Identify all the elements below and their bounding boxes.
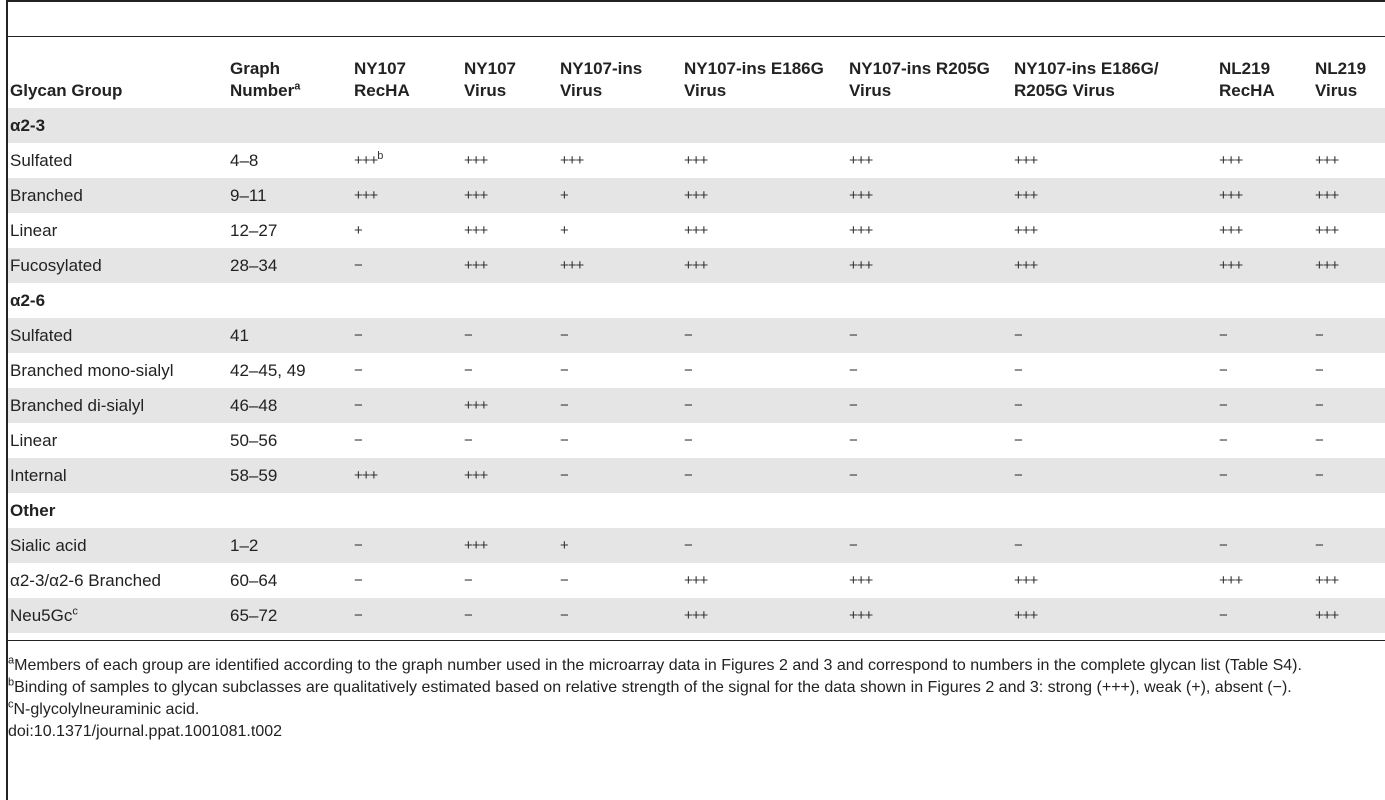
binding-value: − [354, 432, 362, 449]
binding-cell [352, 598, 462, 633]
binding-value: − [1014, 327, 1022, 344]
table-body [8, 108, 1385, 633]
binding-cell [1012, 248, 1217, 283]
glycan-name: Neu5Gc [10, 606, 73, 625]
binding-value: +++ [464, 397, 488, 414]
column-header-label: NY107-ins Virus [560, 59, 643, 100]
binding-cell [462, 213, 558, 248]
table-row [8, 213, 1385, 248]
glycan-name: Linear [10, 221, 58, 240]
table-row [8, 388, 1385, 423]
column-header [682, 46, 847, 108]
binding-value: − [354, 572, 362, 589]
column-header [1012, 46, 1217, 108]
binding-cell [847, 213, 1012, 248]
binding-cell [462, 353, 558, 388]
binding-value: − [849, 327, 857, 344]
binding-value: − [560, 327, 568, 344]
binding-cell [352, 143, 462, 178]
header-top-rule [8, 36, 1385, 37]
binding-cell [352, 353, 462, 388]
binding-value: +++ [1219, 572, 1243, 589]
binding-value: − [464, 327, 472, 344]
glycan-name-cell [8, 598, 228, 633]
binding-value: − [354, 397, 362, 414]
binding-cell [1313, 178, 1385, 213]
binding-value: +++ [684, 257, 708, 274]
column-header-label: NY107-ins E186G Virus [684, 59, 824, 100]
binding-cell [1012, 143, 1217, 178]
binding-value: +++ [1014, 187, 1038, 204]
binding-cell [682, 528, 847, 563]
binding-value: − [354, 257, 362, 274]
binding-cell [1012, 458, 1217, 493]
binding-cell [558, 143, 682, 178]
glycan-name-cell [8, 458, 228, 493]
binding-cell [352, 213, 462, 248]
binding-cell [1012, 353, 1217, 388]
binding-value: +++ [849, 572, 873, 589]
binding-value: +++ [849, 222, 873, 239]
binding-value: +++ [464, 152, 488, 169]
binding-value: − [464, 362, 472, 379]
binding-value: − [1219, 432, 1227, 449]
glycan-name-cell [8, 388, 228, 423]
binding-value: +++ [1219, 187, 1243, 204]
table-row [8, 143, 1385, 178]
binding-cell [682, 318, 847, 353]
binding-cell [682, 143, 847, 178]
table-bottom-rule [8, 640, 1385, 641]
binding-value: − [560, 607, 568, 624]
graph-number-cell: 41 [228, 318, 352, 353]
binding-value: − [1315, 467, 1323, 484]
binding-value: − [1219, 467, 1227, 484]
binding-value: − [560, 572, 568, 589]
binding-cell [682, 248, 847, 283]
binding-value: − [1014, 362, 1022, 379]
binding-value: +++ [354, 467, 378, 484]
binding-value: +++ [849, 607, 873, 624]
binding-value: − [684, 467, 692, 484]
glycan-name-cell [8, 178, 228, 213]
binding-cell [847, 248, 1012, 283]
table-frame [6, 0, 1385, 800]
binding-value: − [1219, 537, 1227, 554]
binding-value: +++ [1315, 152, 1339, 169]
binding-value: − [1014, 397, 1022, 414]
glycan-name-cell [8, 528, 228, 563]
column-header-label: NY107 RecHA [354, 59, 410, 100]
binding-value: +++ [464, 222, 488, 239]
binding-cell [462, 423, 558, 458]
graph-number-cell: 46–48 [228, 388, 352, 423]
binding-value: − [560, 467, 568, 484]
binding-value: − [354, 362, 362, 379]
footnote-text: Members of each group are identified according to the graph number used in the microarray data in Figures 2 and 3 and correspond to numbers in the complete glycan list (Table S4). [14, 657, 1302, 674]
binding-cell [352, 458, 462, 493]
binding-value: − [684, 362, 692, 379]
binding-value: − [1315, 432, 1323, 449]
column-header-label: NY107-ins E186G/ R205G Virus [1014, 59, 1159, 100]
footnote-text: N-glycolylneuraminic acid. [13, 701, 200, 718]
binding-cell [1313, 213, 1385, 248]
column-header-label: NL219 RecHA [1219, 59, 1275, 100]
binding-cell [462, 178, 558, 213]
binding-cell [352, 388, 462, 423]
binding-value: +++ [560, 152, 584, 169]
binding-value: − [849, 432, 857, 449]
binding-cell [558, 318, 682, 353]
table-row [8, 353, 1385, 388]
binding-cell [558, 458, 682, 493]
binding-cell [1217, 458, 1313, 493]
binding-value: − [354, 607, 362, 624]
binding-value: − [464, 432, 472, 449]
binding-value: +++ [560, 257, 584, 274]
column-header [1217, 46, 1313, 108]
footnote-marker: b [377, 150, 383, 162]
binding-value: − [849, 362, 857, 379]
binding-value: + [560, 222, 568, 239]
table-row [8, 318, 1385, 353]
glycan-name: Fucosylated [10, 256, 102, 275]
binding-value: +++ [1014, 572, 1038, 589]
binding-cell [352, 248, 462, 283]
binding-cell [1217, 248, 1313, 283]
graph-number-cell: 28–34 [228, 248, 352, 283]
binding-value: +++ [684, 187, 708, 204]
binding-cell [1217, 318, 1313, 353]
binding-cell [1012, 213, 1217, 248]
binding-cell [462, 563, 558, 598]
glycan-name-cell [8, 213, 228, 248]
glycan-name: Branched di-sialyl [10, 396, 145, 415]
binding-value: − [354, 537, 362, 554]
binding-cell [847, 528, 1012, 563]
binding-cell [847, 598, 1012, 633]
binding-cell [1313, 528, 1385, 563]
column-header [462, 46, 558, 108]
doi-line: doi:10.1371/journal.ppat.1001081.t002 [8, 723, 283, 740]
column-header [352, 46, 462, 108]
binding-cell [352, 318, 462, 353]
binding-cell [1217, 528, 1313, 563]
binding-cell [1313, 423, 1385, 458]
graph-number-cell: 12–27 [230, 221, 278, 240]
binding-value: − [684, 327, 692, 344]
column-header [847, 46, 1012, 108]
binding-value: +++ [354, 187, 378, 204]
column-header-label: Graph Number [230, 59, 295, 100]
binding-value: +++ [1014, 257, 1038, 274]
footnote-marker: c [8, 698, 14, 711]
binding-value: − [1014, 467, 1022, 484]
glycan-name: Branched [10, 186, 83, 205]
glycan-name-cell [8, 423, 228, 458]
binding-value: +++ [1315, 607, 1339, 624]
binding-cell [352, 563, 462, 598]
binding-value: +++ [1315, 572, 1339, 589]
binding-value: +++ [354, 152, 378, 169]
binding-cell [558, 563, 682, 598]
binding-cell [558, 528, 682, 563]
binding-value: +++ [464, 257, 488, 274]
binding-value: − [1014, 537, 1022, 554]
binding-value: +++ [1315, 187, 1339, 204]
binding-value: − [684, 537, 692, 554]
binding-cell [558, 213, 682, 248]
footnote [8, 699, 1385, 721]
binding-cell [462, 388, 558, 423]
binding-value: +++ [1315, 222, 1339, 239]
binding-value: − [464, 607, 472, 624]
binding-value: − [1219, 607, 1227, 624]
glycan-name: Sialic acid [10, 536, 87, 555]
binding-value: − [560, 397, 568, 414]
graph-number-cell: 58–59 [228, 458, 352, 493]
binding-cell [352, 423, 462, 458]
glycan-name-cell [8, 143, 228, 178]
binding-cell [558, 178, 682, 213]
binding-value: +++ [1219, 222, 1243, 239]
column-header [558, 46, 682, 108]
table-row [8, 458, 1385, 493]
binding-cell [1217, 353, 1313, 388]
binding-value: + [560, 187, 568, 204]
binding-cell [1012, 178, 1217, 213]
group-label: Other [10, 501, 56, 520]
table-row [8, 598, 1385, 633]
group-header-row [8, 283, 1385, 318]
binding-value: +++ [464, 187, 488, 204]
binding-value: +++ [1014, 607, 1038, 624]
binding-value: − [849, 397, 857, 414]
binding-value: − [1219, 397, 1227, 414]
binding-value: − [849, 467, 857, 484]
binding-value: +++ [1219, 257, 1243, 274]
glycan-name-cell [8, 318, 228, 353]
binding-cell [682, 423, 847, 458]
binding-cell [847, 388, 1012, 423]
binding-value: − [464, 572, 472, 589]
column-header-label: Glycan Group [10, 81, 123, 100]
binding-cell [558, 598, 682, 633]
binding-cell [1012, 388, 1217, 423]
binding-cell [352, 178, 462, 213]
binding-value: − [1315, 327, 1323, 344]
table-row [8, 563, 1385, 598]
binding-value: +++ [1014, 222, 1038, 239]
binding-cell [682, 458, 847, 493]
footnote-marker: a [8, 654, 15, 667]
footnote-marker: a [294, 80, 301, 93]
footnote [8, 655, 1385, 677]
binding-cell [682, 598, 847, 633]
table-row [8, 528, 1385, 563]
binding-value: +++ [464, 467, 488, 484]
binding-value: − [684, 432, 692, 449]
binding-cell [682, 563, 847, 598]
footnote-marker: b [8, 676, 15, 689]
glycan-name-cell [8, 563, 228, 598]
binding-cell [847, 458, 1012, 493]
binding-cell [462, 598, 558, 633]
top-rule [8, 0, 1385, 2]
glycan-name-cell [8, 248, 228, 283]
glycan-name: Branched mono-sialyl [10, 361, 174, 380]
binding-value: +++ [684, 152, 708, 169]
binding-value: +++ [1315, 257, 1339, 274]
binding-cell [1217, 143, 1313, 178]
binding-cell [1012, 598, 1217, 633]
binding-value: − [354, 327, 362, 344]
binding-value: +++ [1014, 152, 1038, 169]
binding-value: +++ [684, 222, 708, 239]
binding-value: +++ [849, 187, 873, 204]
glycan-name: α2-3/α2-6 Branched [10, 571, 162, 590]
binding-cell [847, 143, 1012, 178]
binding-cell [1313, 598, 1385, 633]
binding-cell [1012, 528, 1217, 563]
group-label: α2-3 [8, 108, 1385, 143]
group-header-row [8, 493, 1385, 528]
glycan-name-cell [8, 353, 228, 388]
binding-value: − [1219, 327, 1227, 344]
binding-cell [462, 143, 558, 178]
footnote-text: Binding of samples to glycan subclasses are qualitatively estimated based on relative strength of the signal for the data shown in Figures 2 and 3: strong (+++), weak (+), absent (−). [14, 679, 1292, 696]
column-header [8, 46, 228, 108]
graph-number-cell: 65–72 [228, 598, 352, 633]
binding-cell [1217, 388, 1313, 423]
binding-cell [682, 388, 847, 423]
graph-number-cell: 60–64 [230, 571, 278, 590]
footnotes [8, 655, 1385, 743]
binding-cell [1313, 458, 1385, 493]
binding-cell [462, 318, 558, 353]
binding-cell [682, 178, 847, 213]
glycan-name: Internal [10, 466, 67, 485]
binding-cell [462, 458, 558, 493]
binding-value: +++ [849, 257, 873, 274]
binding-value: − [1315, 397, 1323, 414]
binding-cell [1313, 353, 1385, 388]
binding-value: − [684, 397, 692, 414]
column-header [1313, 46, 1385, 108]
glycan-binding-table [8, 46, 1385, 633]
footnote-list [8, 655, 1385, 721]
glycan-name: Sulfated [10, 151, 73, 170]
binding-cell [1217, 598, 1313, 633]
column-header-label: NY107-ins R205G Virus [849, 59, 990, 100]
binding-cell [1217, 213, 1313, 248]
binding-cell [1313, 388, 1385, 423]
binding-value: − [1014, 432, 1022, 449]
graph-number-cell: 9–11 [228, 178, 352, 213]
binding-cell [462, 528, 558, 563]
column-header [228, 46, 352, 108]
binding-value: +++ [464, 537, 488, 554]
column-header-label: NY107 Virus [464, 59, 516, 100]
footnote-marker: c [72, 605, 78, 618]
glycan-name: Linear [10, 431, 58, 450]
binding-value: − [1315, 537, 1323, 554]
table-row [8, 423, 1385, 458]
binding-cell [847, 318, 1012, 353]
binding-cell [558, 248, 682, 283]
binding-cell [558, 423, 682, 458]
graph-number-cell: 4–8 [230, 151, 259, 170]
binding-value: − [560, 432, 568, 449]
binding-value: − [1315, 362, 1323, 379]
binding-cell [847, 423, 1012, 458]
table-row [8, 248, 1385, 283]
binding-cell [558, 388, 682, 423]
header-row [8, 46, 1385, 108]
footnote [8, 677, 1385, 699]
binding-value: +++ [684, 607, 708, 624]
binding-cell [1313, 318, 1385, 353]
binding-value: + [560, 537, 568, 554]
binding-cell [462, 248, 558, 283]
binding-value: + [354, 222, 362, 239]
binding-value: − [1219, 362, 1227, 379]
binding-cell [1313, 563, 1385, 598]
binding-value: +++ [1219, 152, 1243, 169]
binding-cell [352, 528, 462, 563]
binding-cell [682, 213, 847, 248]
binding-cell [1012, 423, 1217, 458]
binding-cell [1012, 318, 1217, 353]
binding-value: − [560, 362, 568, 379]
binding-cell [1217, 563, 1313, 598]
binding-cell [1012, 563, 1217, 598]
binding-value: +++ [684, 572, 708, 589]
binding-cell [1217, 178, 1313, 213]
binding-value: +++ [849, 152, 873, 169]
graph-number-cell: 1–2 [228, 528, 352, 563]
binding-cell [682, 353, 847, 388]
glycan-name: Sulfated [10, 326, 73, 345]
binding-cell [1313, 248, 1385, 283]
graph-number-cell: 42–45, 49 [230, 361, 306, 380]
binding-cell [847, 178, 1012, 213]
binding-value: − [849, 537, 857, 554]
column-header-label: NL219 Virus [1315, 59, 1367, 100]
binding-cell [558, 353, 682, 388]
group-header-row [8, 108, 1385, 143]
binding-cell [847, 563, 1012, 598]
binding-cell [847, 353, 1012, 388]
group-label: α2-6 [10, 291, 46, 310]
table-row [8, 178, 1385, 213]
binding-cell [1313, 143, 1385, 178]
graph-number-cell: 50–56 [230, 431, 278, 450]
binding-cell [1217, 423, 1313, 458]
